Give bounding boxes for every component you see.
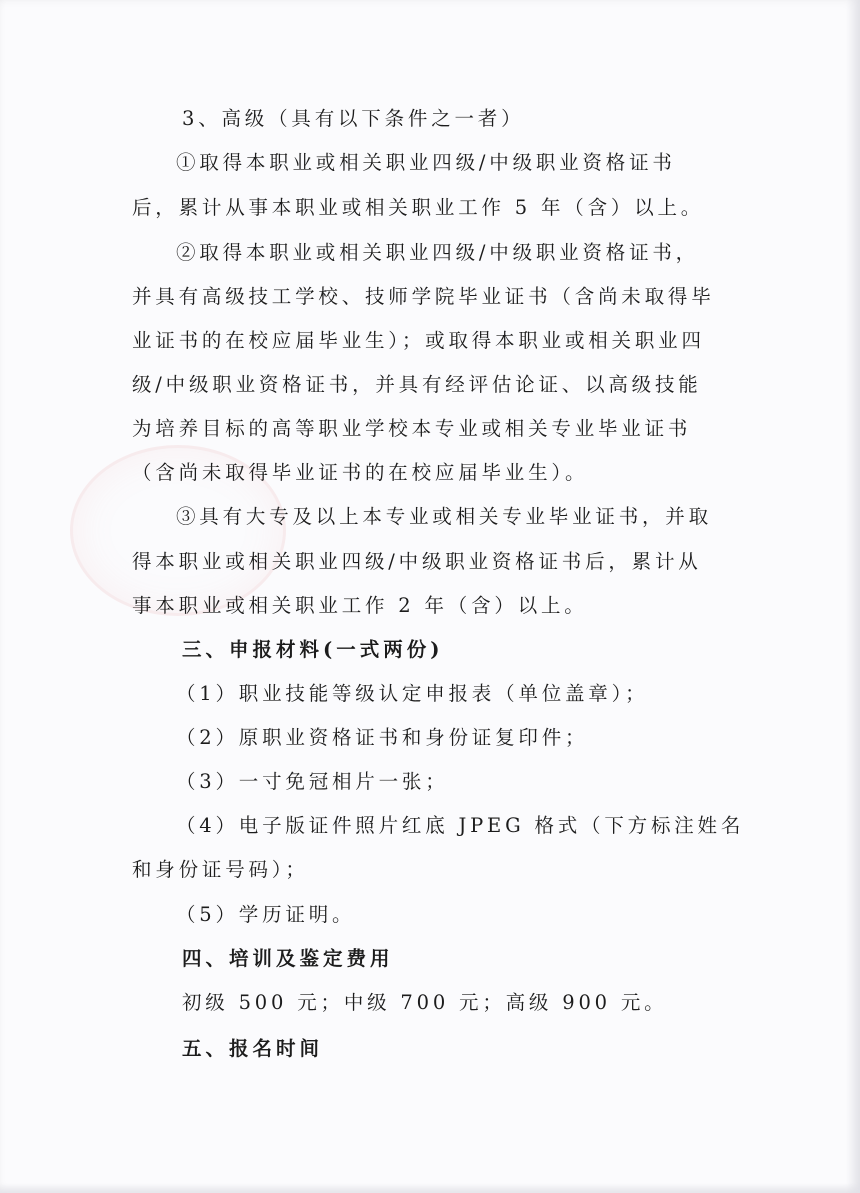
text-line: ②取得本职业或相关职业四级/中级职业资格证书， bbox=[176, 241, 699, 264]
text-line: 并具有高级技工学校、技师学院毕业证书（含尚未取得毕 bbox=[132, 285, 715, 308]
text-line: 级/中级职业资格证书，并具有经评估论证、以高级技能 bbox=[132, 373, 702, 396]
page-edge-shadow-bottom bbox=[0, 1183, 860, 1193]
text-line: 得本职业或相关职业四级/中级职业资格证书后，累计从 bbox=[132, 550, 702, 573]
text-line: 为培养目标的高等职业学校本专业或相关专业毕业证书 bbox=[132, 417, 692, 440]
section-heading-fees: 四、培训及鉴定费用 bbox=[182, 947, 394, 970]
list-item-material: （3）一寸免冠相片一张； bbox=[176, 770, 449, 793]
text-line: 事本职业或相关职业工作 2 年（含）以上。 bbox=[132, 594, 588, 617]
list-item-material: （2）原职业资格证书和身份证复印件； bbox=[176, 726, 589, 749]
text-line: （含尚未取得毕业证书的在校应届毕业生）。 bbox=[132, 461, 589, 484]
list-item-material: （5）学历证明。 bbox=[176, 903, 356, 926]
page-edge-shadow-right bbox=[846, 0, 860, 1193]
text-line: 后，累计从事本职业或相关职业工作 5 年（含）以上。 bbox=[132, 196, 705, 219]
text-line-heading-advanced: 3、高级（具有以下条件之一者） bbox=[182, 107, 525, 130]
fees-text: 初级 500 元；中级 700 元；高级 900 元。 bbox=[182, 991, 668, 1014]
text-line: ①取得本职业或相关职业四级/中级职业资格证书 bbox=[176, 151, 676, 174]
section-heading-materials: 三、申报材料(一式两份) bbox=[182, 638, 444, 661]
list-item-material: （4）电子版证件照片红底 JPEG 格式（下方标注姓名 bbox=[176, 814, 745, 837]
text-line: 业证书的在校应届毕业生）；或取得本职业或相关职业四 bbox=[132, 329, 705, 352]
list-item-material: （1）职业技能等级认定申报表（单位盖章）； bbox=[176, 682, 649, 705]
list-item-material-continued: 和身份证号码）； bbox=[132, 858, 309, 881]
section-heading-registration-time: 五、报名时间 bbox=[182, 1037, 324, 1060]
text-line: ③具有大专及以上本专业或相关专业毕业证书，并取 bbox=[176, 505, 712, 528]
